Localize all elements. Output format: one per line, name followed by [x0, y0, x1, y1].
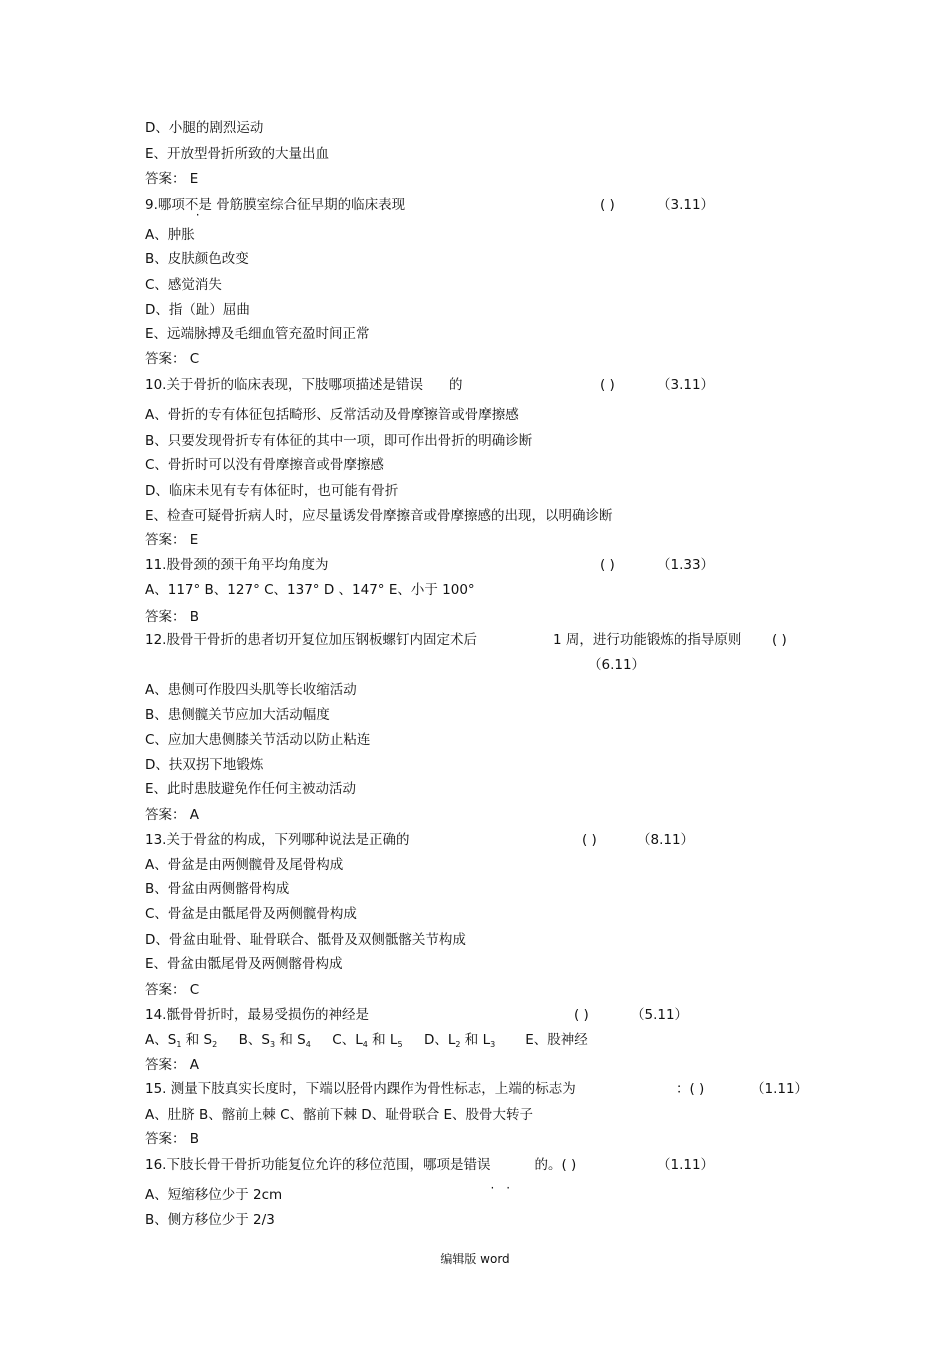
question-13: 13.关于骨盆的构成，下列哪种说法是正确的 [145, 832, 410, 848]
question-code: （1.11） [751, 1081, 809, 1097]
option-line: D、骨盆由耻骨、耻骨联合、骶骨及双侧骶髂关节构成 [145, 932, 466, 948]
option-line: A、短缩移位少于 2cm [145, 1187, 283, 1203]
question-9: 9.哪项不是 骨筋膜室综合征早期的临床表现 [145, 197, 406, 213]
option-line: B、骨盆由两侧髂骨构成 [145, 881, 290, 897]
option-line: A、骨折的专有体征包括畸形、反常活动及骨摩擦音或骨摩擦感 [145, 407, 519, 423]
question-12-cont: 1 周，进行功能锻炼的指导原则 [553, 632, 742, 648]
question-14: 14.骶骨骨折时，最易受损伤的神经是 [145, 1007, 369, 1023]
question-code: （3.11） [657, 197, 715, 213]
answer-bracket: ( ) [600, 557, 615, 573]
answer-line: 答案： B [145, 1131, 200, 1147]
answer-line: 答案： A [145, 807, 200, 823]
option-line: E、骨盆由骶尾骨及两侧髂骨构成 [145, 956, 343, 972]
option-line: D、临床未见有专有体征时，也可能有骨折 [145, 483, 399, 499]
option-line: E、检查可疑骨折病人时，应尽量诱发骨摩擦音或骨摩擦感的出现，以明确诊断 [145, 508, 613, 524]
answer-line: 答案： C [145, 982, 200, 998]
question-code: （5.11） [631, 1007, 689, 1023]
option-line: B、只要发现骨折专有体征的其中一项，即可作出骨折的明确诊断 [145, 433, 533, 449]
option-line: E、远端脉搏及毛细血管充盈时间正常 [145, 326, 370, 342]
option-line: C、应加大患侧膝关节活动以防止粘连 [145, 732, 371, 748]
answer-bracket: ( ) [772, 632, 787, 648]
page-footer: 编辑版 word [440, 1252, 510, 1266]
question-12: 12.股骨干骨折的患者切开复位加压钢板螺钉内固定术后 [145, 632, 477, 648]
answer-bracket: ：( ) [676, 1081, 705, 1097]
option-line: E、此时患肢避免作任何主被动活动 [145, 781, 357, 797]
question-16: 16.下肢长骨干骨折功能复位允许的移位范围，哪项是错误 的。( ) [145, 1157, 577, 1173]
option-line: A、骨盆是由两侧髋骨及尾骨构成 [145, 857, 344, 873]
option-line: C、骨盆是由骶尾骨及两侧髋骨构成 [145, 906, 357, 922]
answer-line: 答案： E [145, 532, 199, 548]
option-line: B、侧方移位少于 2/3 [145, 1212, 275, 1228]
option-line: B、皮肤颜色改变 [145, 251, 249, 267]
option-line: A、肚脐 B、髂前上棘 C、髂前下棘 D、耻骨联合 E、股骨大转子 [145, 1107, 534, 1123]
option-line: A、肿胀 [145, 227, 195, 243]
question-code: （3.11） [657, 377, 715, 393]
option-line: B、患侧髋关节应加大活动幅度 [145, 707, 330, 723]
question-code: （8.11） [637, 832, 695, 848]
option-line: D、指（趾）屈曲 [145, 302, 250, 318]
answer-line: 答案： B [145, 609, 200, 625]
answer-line: 答案： E [145, 171, 199, 187]
option-line: C、感觉消失 [145, 277, 222, 293]
answer-bracket: ( ) [574, 1007, 589, 1023]
option-line: A、患侧可作股四头肌等长收缩活动 [145, 682, 357, 698]
option-line: E、开放型骨折所致的大量出血 [145, 146, 330, 162]
question-code: （1.11） [657, 1157, 715, 1173]
question-code: （1.33） [657, 557, 715, 573]
question-10: 10.关于骨折的临床表现，下肢哪项描述是错误 的 [145, 377, 463, 393]
option-line: D、扶双拐下地锻炼 [145, 757, 264, 773]
answer-bracket: ( ) [600, 197, 615, 213]
option-line: C、骨折时可以没有骨摩擦音或骨摩擦感 [145, 457, 384, 473]
question-code: （6.11） [588, 657, 646, 673]
answer-line: 答案： A [145, 1057, 200, 1073]
option-line: A、$S_1$ 和 $S_2$ B、$S_3$ 和 $S_4$ C、$L_4$ 和 $L_5$ D、$L_2$ 和 $L_3$ E、股神经 [145, 1032, 588, 1049]
option-line: D、小腿的剧烈运动 [145, 120, 264, 136]
question-11: 11.股骨颈的颈干角平均角度为 [145, 557, 329, 573]
option-line: A、117° B、127° C、137° D 、147° E、小于 100° [145, 582, 475, 598]
question-15: 15. 测量下肢真实长度时，下端以胫骨内踝作为骨性标志，上端的标志为 [145, 1081, 576, 1097]
answer-bracket: ( ) [582, 832, 597, 848]
answer-bracket: ( ) [600, 377, 615, 393]
answer-line: 答案： C [145, 351, 200, 367]
